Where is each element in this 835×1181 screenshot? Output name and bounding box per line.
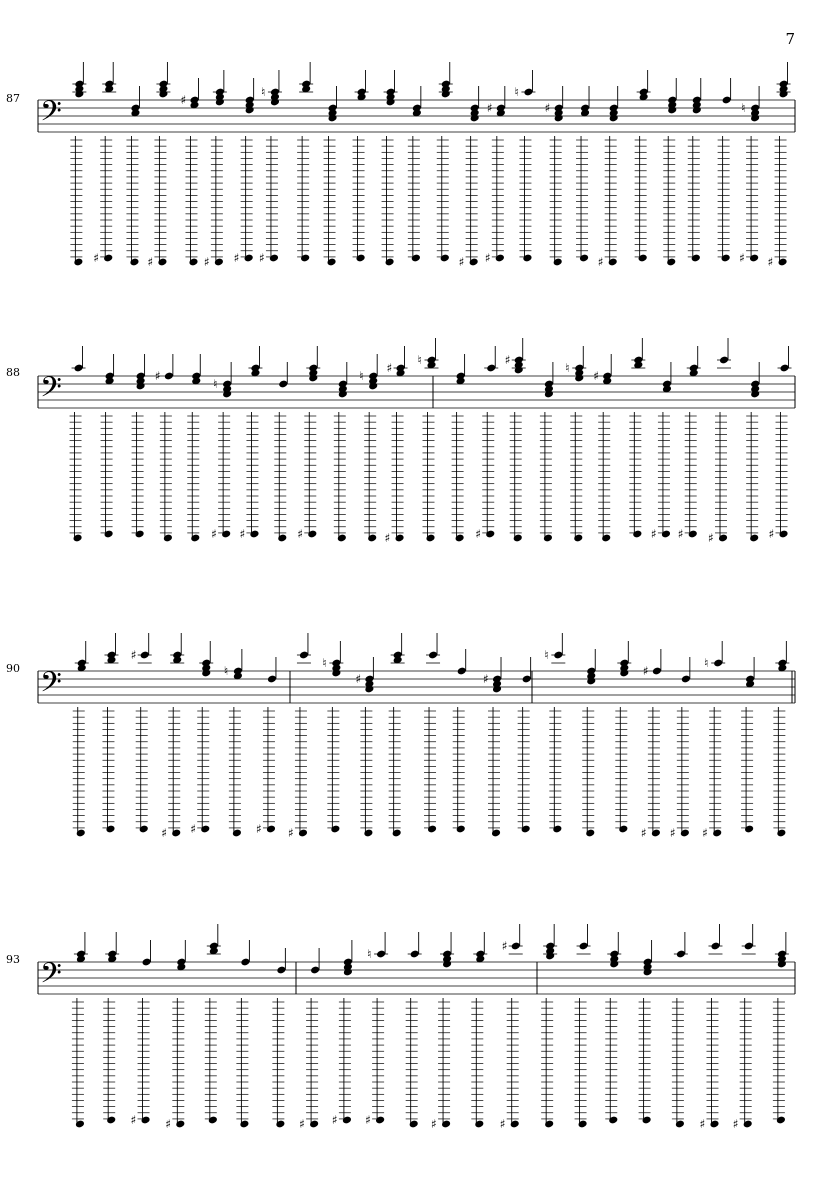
notehead	[277, 534, 287, 543]
notehead	[200, 825, 210, 834]
natural-icon: ♮	[417, 353, 422, 367]
notehead	[142, 958, 152, 967]
measure-number-system-1: 87	[6, 92, 20, 105]
notehead	[666, 258, 676, 267]
notehead	[457, 667, 467, 676]
notehead	[688, 530, 698, 539]
notehead	[326, 258, 336, 267]
bass-clef-icon: 𝄢	[40, 666, 62, 706]
notehead	[104, 530, 114, 539]
notehead	[608, 1116, 618, 1125]
sharp-icon: ♮	[704, 656, 709, 670]
notehead	[608, 258, 618, 267]
notehead	[522, 254, 532, 263]
notehead	[411, 254, 421, 263]
notehead	[744, 825, 754, 834]
notehead	[363, 829, 373, 838]
notehead	[642, 1116, 652, 1125]
notehead	[585, 829, 595, 838]
notehead	[249, 530, 259, 539]
notehead	[171, 829, 181, 838]
notehead	[106, 1116, 116, 1125]
notehead	[749, 254, 759, 263]
notehead	[129, 258, 139, 267]
notehead	[661, 530, 671, 539]
sharp-icon: ♯	[384, 531, 391, 545]
sharp-icon: ♯	[699, 1117, 706, 1131]
sharp-icon: ♯	[190, 822, 197, 836]
sharp-icon: ♯	[768, 527, 775, 541]
notehead	[367, 534, 377, 543]
notehead	[521, 825, 531, 834]
measure-number-system-3: 90	[6, 662, 20, 675]
sharp-icon: ♯	[642, 664, 649, 678]
notehead	[239, 1120, 249, 1129]
notehead	[307, 530, 317, 539]
notehead	[651, 829, 661, 838]
notehead	[440, 254, 450, 263]
notehead	[240, 958, 250, 967]
sharp-icon: ♯	[287, 826, 294, 840]
sharp-icon: ♯	[732, 1117, 739, 1131]
notehead	[749, 534, 759, 543]
sharp-icon: ♯	[431, 1117, 437, 1131]
natural-icon: ♯	[501, 939, 508, 953]
notehead	[141, 1116, 151, 1125]
notehead	[491, 829, 501, 838]
notehead	[221, 530, 231, 539]
sharp-icon: ♯	[93, 251, 100, 265]
notehead	[778, 530, 788, 539]
notehead	[385, 258, 395, 267]
notehead	[601, 534, 611, 543]
notehead	[298, 829, 308, 838]
notehead	[638, 254, 648, 263]
notehead	[578, 1120, 588, 1129]
sharp-icon: ♯	[165, 1117, 172, 1131]
notehead	[392, 829, 402, 838]
notehead	[573, 534, 583, 543]
notehead	[522, 675, 532, 684]
sharp-icon: ♯	[331, 1113, 338, 1127]
notehead	[356, 254, 366, 263]
sharp-icon: ♯	[233, 251, 240, 265]
notehead	[76, 829, 86, 838]
notehead	[342, 1116, 352, 1125]
sharp-icon: ♯	[299, 1117, 305, 1131]
notehead	[103, 254, 113, 263]
sharp-icon: ♯	[640, 826, 647, 840]
sharp-icon: ♮	[544, 648, 549, 662]
notehead	[163, 534, 173, 543]
notehead	[712, 829, 722, 838]
sharp-icon: ♯	[386, 361, 393, 375]
sharp-icon: ♯	[239, 527, 246, 541]
notehead	[190, 534, 200, 543]
sharp-icon: ♯	[365, 1113, 371, 1127]
sharp-icon: ♯	[708, 531, 714, 545]
notehead	[709, 1120, 719, 1129]
notehead	[409, 1120, 419, 1129]
sharp-icon: ♯	[255, 822, 262, 836]
notehead	[164, 372, 174, 381]
notehead	[469, 258, 479, 267]
notehead	[188, 258, 198, 267]
sharp-icon: ♯	[504, 353, 511, 367]
notehead	[427, 825, 437, 834]
sharp-icon: ♯	[130, 1113, 137, 1127]
sharp-icon: ♯	[702, 826, 708, 840]
notehead	[75, 1120, 85, 1129]
notehead	[553, 258, 563, 267]
notehead	[722, 96, 732, 105]
notehead	[244, 254, 254, 263]
notehead	[721, 254, 731, 263]
sharp-icon: ♯	[154, 369, 161, 383]
notehead	[105, 825, 115, 834]
sharp-icon: ♯	[458, 255, 465, 269]
sharp-icon: ♯	[650, 527, 657, 541]
sharp-icon: ♯	[597, 255, 604, 269]
notehead	[510, 1120, 520, 1129]
notehead	[330, 825, 340, 834]
notehead	[675, 1120, 685, 1129]
sharp-icon: ♯	[297, 527, 304, 541]
sharp-icon: ♮	[359, 369, 364, 383]
sharp-icon: ♯	[355, 672, 362, 686]
notehead	[135, 530, 145, 539]
measure-number-system-4: 93	[6, 953, 20, 966]
notehead	[743, 1120, 753, 1129]
notehead	[455, 534, 465, 543]
sharp-icon: ♮	[565, 361, 570, 375]
notehead	[73, 534, 83, 543]
notehead	[310, 966, 320, 975]
notehead	[485, 530, 495, 539]
notehead	[425, 534, 435, 543]
notehead	[441, 1120, 451, 1129]
notehead	[232, 829, 242, 838]
sharp-icon: ♯	[739, 251, 745, 265]
sharp-icon: ♯	[499, 1117, 506, 1131]
notehead	[544, 1120, 554, 1129]
notehead	[73, 258, 83, 267]
notehead	[718, 534, 728, 543]
notehead	[267, 675, 277, 684]
notehead	[632, 530, 642, 539]
bass-clef-icon: 𝄢	[40, 957, 62, 997]
notehead	[269, 254, 279, 263]
natural-icon: ♯	[180, 93, 187, 107]
sharp-icon: ♯	[147, 255, 154, 269]
sharp-icon: ♯	[767, 255, 774, 269]
notehead	[309, 1120, 319, 1129]
notehead	[456, 825, 466, 834]
sharp-icon: ♯	[475, 527, 482, 541]
notehead	[375, 1116, 385, 1125]
sharp-icon: ♯	[161, 826, 168, 840]
bass-clef-icon: 𝄢	[40, 95, 62, 135]
sharp-icon: ♯	[486, 101, 493, 115]
notehead	[208, 1116, 218, 1125]
notehead	[652, 667, 662, 676]
page-number: 7	[785, 30, 795, 48]
notehead	[776, 1116, 786, 1125]
sharp-icon: ♯	[203, 255, 210, 269]
notehead	[579, 254, 589, 263]
measure-number-system-2: 88	[6, 366, 20, 379]
natural-icon: ♮	[223, 664, 229, 678]
notehead	[275, 1120, 285, 1129]
notehead	[474, 1120, 484, 1129]
sharp-icon: ♯	[669, 826, 676, 840]
bass-clef-icon: 𝄢	[40, 371, 62, 411]
notehead	[276, 966, 286, 975]
sharp-icon: ♯	[677, 527, 684, 541]
notehead	[157, 258, 167, 267]
natural-icon: ♯	[544, 101, 551, 115]
notehead	[300, 254, 310, 263]
notehead	[776, 829, 786, 838]
notehead	[337, 534, 347, 543]
notehead	[266, 825, 276, 834]
notehead	[513, 534, 523, 543]
notehead	[681, 675, 691, 684]
natural-icon: ♮	[260, 85, 266, 99]
notehead	[778, 258, 788, 267]
notehead	[680, 829, 690, 838]
notehead	[552, 825, 562, 834]
natural-icon: ♮	[514, 85, 519, 99]
natural-icon: ♯	[483, 672, 489, 686]
sharp-icon: ♯	[130, 648, 137, 662]
sharp-icon: ♮	[322, 656, 327, 670]
notehead	[139, 825, 149, 834]
sharp-icon: ♯	[211, 527, 217, 541]
natural-icon: ♮	[367, 947, 372, 961]
notehead	[618, 825, 628, 834]
sharp-icon: ♯	[593, 369, 600, 383]
notehead	[691, 254, 701, 263]
notehead	[543, 534, 553, 543]
notehead	[175, 1120, 185, 1129]
notehead	[495, 254, 505, 263]
notehead	[395, 534, 405, 543]
natural-icon: ♮	[213, 377, 218, 391]
notehead	[214, 258, 224, 267]
natural-icon: ♮	[741, 101, 746, 115]
sharp-icon: ♯	[258, 251, 265, 265]
sharp-icon: ♯	[484, 251, 491, 265]
notehead	[278, 380, 288, 389]
